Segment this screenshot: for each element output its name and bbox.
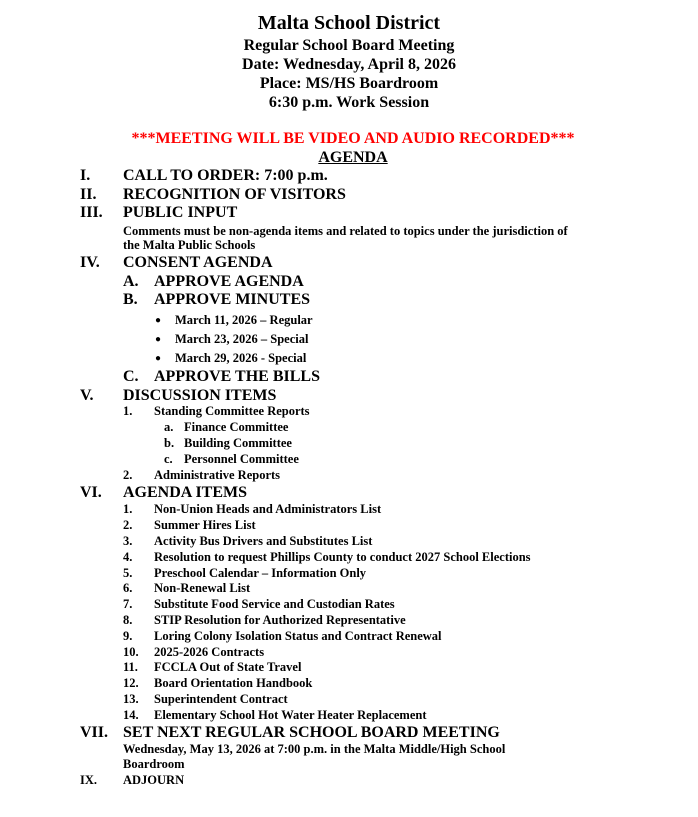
agenda-item: Activity Bus Drivers and Substitutes List xyxy=(154,534,373,548)
consent-item-number: A. xyxy=(123,273,139,290)
bullet-icon: ● xyxy=(155,315,162,326)
minutes-item: March 23, 2026 – Special xyxy=(175,332,309,346)
document-header xyxy=(0,10,698,112)
section-number-iv: IV. xyxy=(80,254,100,271)
agenda-item: Substitute Food Service and Custodian Rates xyxy=(154,597,395,611)
section-number-iii: III. xyxy=(80,204,103,221)
agenda-item-number: 9. xyxy=(123,629,133,643)
committee-letter: a. xyxy=(164,420,174,434)
section-call-to-order: CALL TO ORDER: 7:00 p.m. xyxy=(123,167,328,184)
consent-approve-agenda: APPROVE AGENDA xyxy=(154,273,304,290)
section-next-meeting: SET NEXT REGULAR SCHOOL BOARD MEETING xyxy=(123,724,500,741)
agenda-item: STIP Resolution for Authorized Representative xyxy=(154,613,406,627)
agenda-item: Summer Hires List xyxy=(154,518,256,532)
public-input-note: Comments must be non-agenda items and related to topics under the jurisdiction of xyxy=(123,224,568,238)
section-adjourn: ADJOURN xyxy=(123,773,185,787)
agenda-heading: AGENDA xyxy=(318,149,388,166)
agenda-item: Board Orientation Handbook xyxy=(154,676,313,690)
meeting-date: Date: Wednesday, April 8, 2026 xyxy=(242,56,456,73)
consent-item-number: B. xyxy=(123,291,138,308)
agenda-item: Non-Union Heads and Administrators List xyxy=(154,502,382,516)
consent-approve-bills: APPROVE THE BILLS xyxy=(154,368,320,385)
minutes-item: March 29, 2026 - Special xyxy=(175,351,307,365)
work-session-time: 6:30 p.m. Work Session xyxy=(268,94,430,111)
section-number-ix: IX. xyxy=(80,773,98,787)
agenda-item-number: 3. xyxy=(123,534,133,548)
agenda-item-number: 7. xyxy=(123,597,133,611)
next-meeting-details: Wednesday, May 13, 2026 at 7:00 p.m. in the Malta Middle/High School xyxy=(123,742,506,756)
meeting-place: Place: MS/HS Boardroom xyxy=(259,75,439,92)
agenda-item-number: 12. xyxy=(123,676,139,690)
section-number-v: V. xyxy=(80,387,94,404)
committee-letter: c. xyxy=(164,452,173,466)
bullet-icon: ● xyxy=(155,353,162,364)
district-name: Malta School District xyxy=(257,12,441,34)
agenda-item-number: 10. xyxy=(123,645,139,659)
agenda-item-number: 5. xyxy=(123,566,133,580)
agenda-item-number: 8. xyxy=(123,613,133,627)
minutes-item: March 11, 2026 – Regular xyxy=(175,313,313,327)
section-number-vii: VII. xyxy=(80,724,109,741)
building-committee: Building Committee xyxy=(184,436,292,450)
section-number-vi: VI. xyxy=(80,484,102,501)
discussion-item-number: 1. xyxy=(123,404,133,418)
agenda-item: Preschool Calendar – Information Only xyxy=(154,566,367,580)
agenda-item-number: 4. xyxy=(123,550,133,564)
section-recognition-of-visitors: RECOGNITION OF VISITORS xyxy=(123,186,346,203)
agenda-item: Non-Renewal List xyxy=(154,581,251,595)
bullet-icon: ● xyxy=(155,334,162,345)
agenda-item-number: 1. xyxy=(123,502,133,516)
agenda-item: FCCLA Out of State Travel xyxy=(154,660,302,674)
agenda-item: Superintendent Contract xyxy=(154,692,288,706)
section-discussion-items: DISCUSSION ITEMS xyxy=(123,387,277,404)
agenda-item: Loring Colony Isolation Status and Contract Renewal xyxy=(154,629,442,643)
recording-notice: ***MEETING WILL BE VIDEO AND AUDIO RECORDED*** xyxy=(131,130,575,147)
administrative-reports: Administrative Reports xyxy=(154,468,281,482)
public-input-note-cont: the Malta Public Schools xyxy=(123,238,256,252)
committee-letter: b. xyxy=(164,436,175,450)
personnel-committee: Personnel Committee xyxy=(184,452,299,466)
meeting-title: Regular School Board Meeting xyxy=(243,37,455,54)
agenda-item: 2025-2026 Contracts xyxy=(154,645,265,659)
section-public-input: PUBLIC INPUT xyxy=(123,204,238,221)
finance-committee: Finance Committee xyxy=(184,420,289,434)
next-meeting-details-cont: Boardroom xyxy=(123,757,185,771)
agenda-item: Elementary School Hot Water Heater Replacement xyxy=(154,708,427,722)
agenda-item-number: 13. xyxy=(123,692,139,706)
discussion-item-number: 2. xyxy=(123,468,133,482)
agenda-item-number: 2. xyxy=(123,518,133,532)
standing-committee-reports: Standing Committee Reports xyxy=(154,404,310,418)
section-number-i: I. xyxy=(80,167,91,184)
section-consent-agenda: CONSENT AGENDA xyxy=(123,254,273,271)
agenda-item-number: 11. xyxy=(123,660,138,674)
agenda-item: Resolution to request Phillips County to conduct 2027 School Elections xyxy=(154,550,531,564)
section-number-ii: II. xyxy=(80,186,97,203)
consent-item-number: C. xyxy=(123,368,139,385)
agenda-item-number: 14. xyxy=(123,708,139,722)
consent-approve-minutes: APPROVE MINUTES xyxy=(154,291,311,308)
agenda-item-number: 6. xyxy=(123,581,133,595)
section-agenda-items: AGENDA ITEMS xyxy=(123,484,248,501)
